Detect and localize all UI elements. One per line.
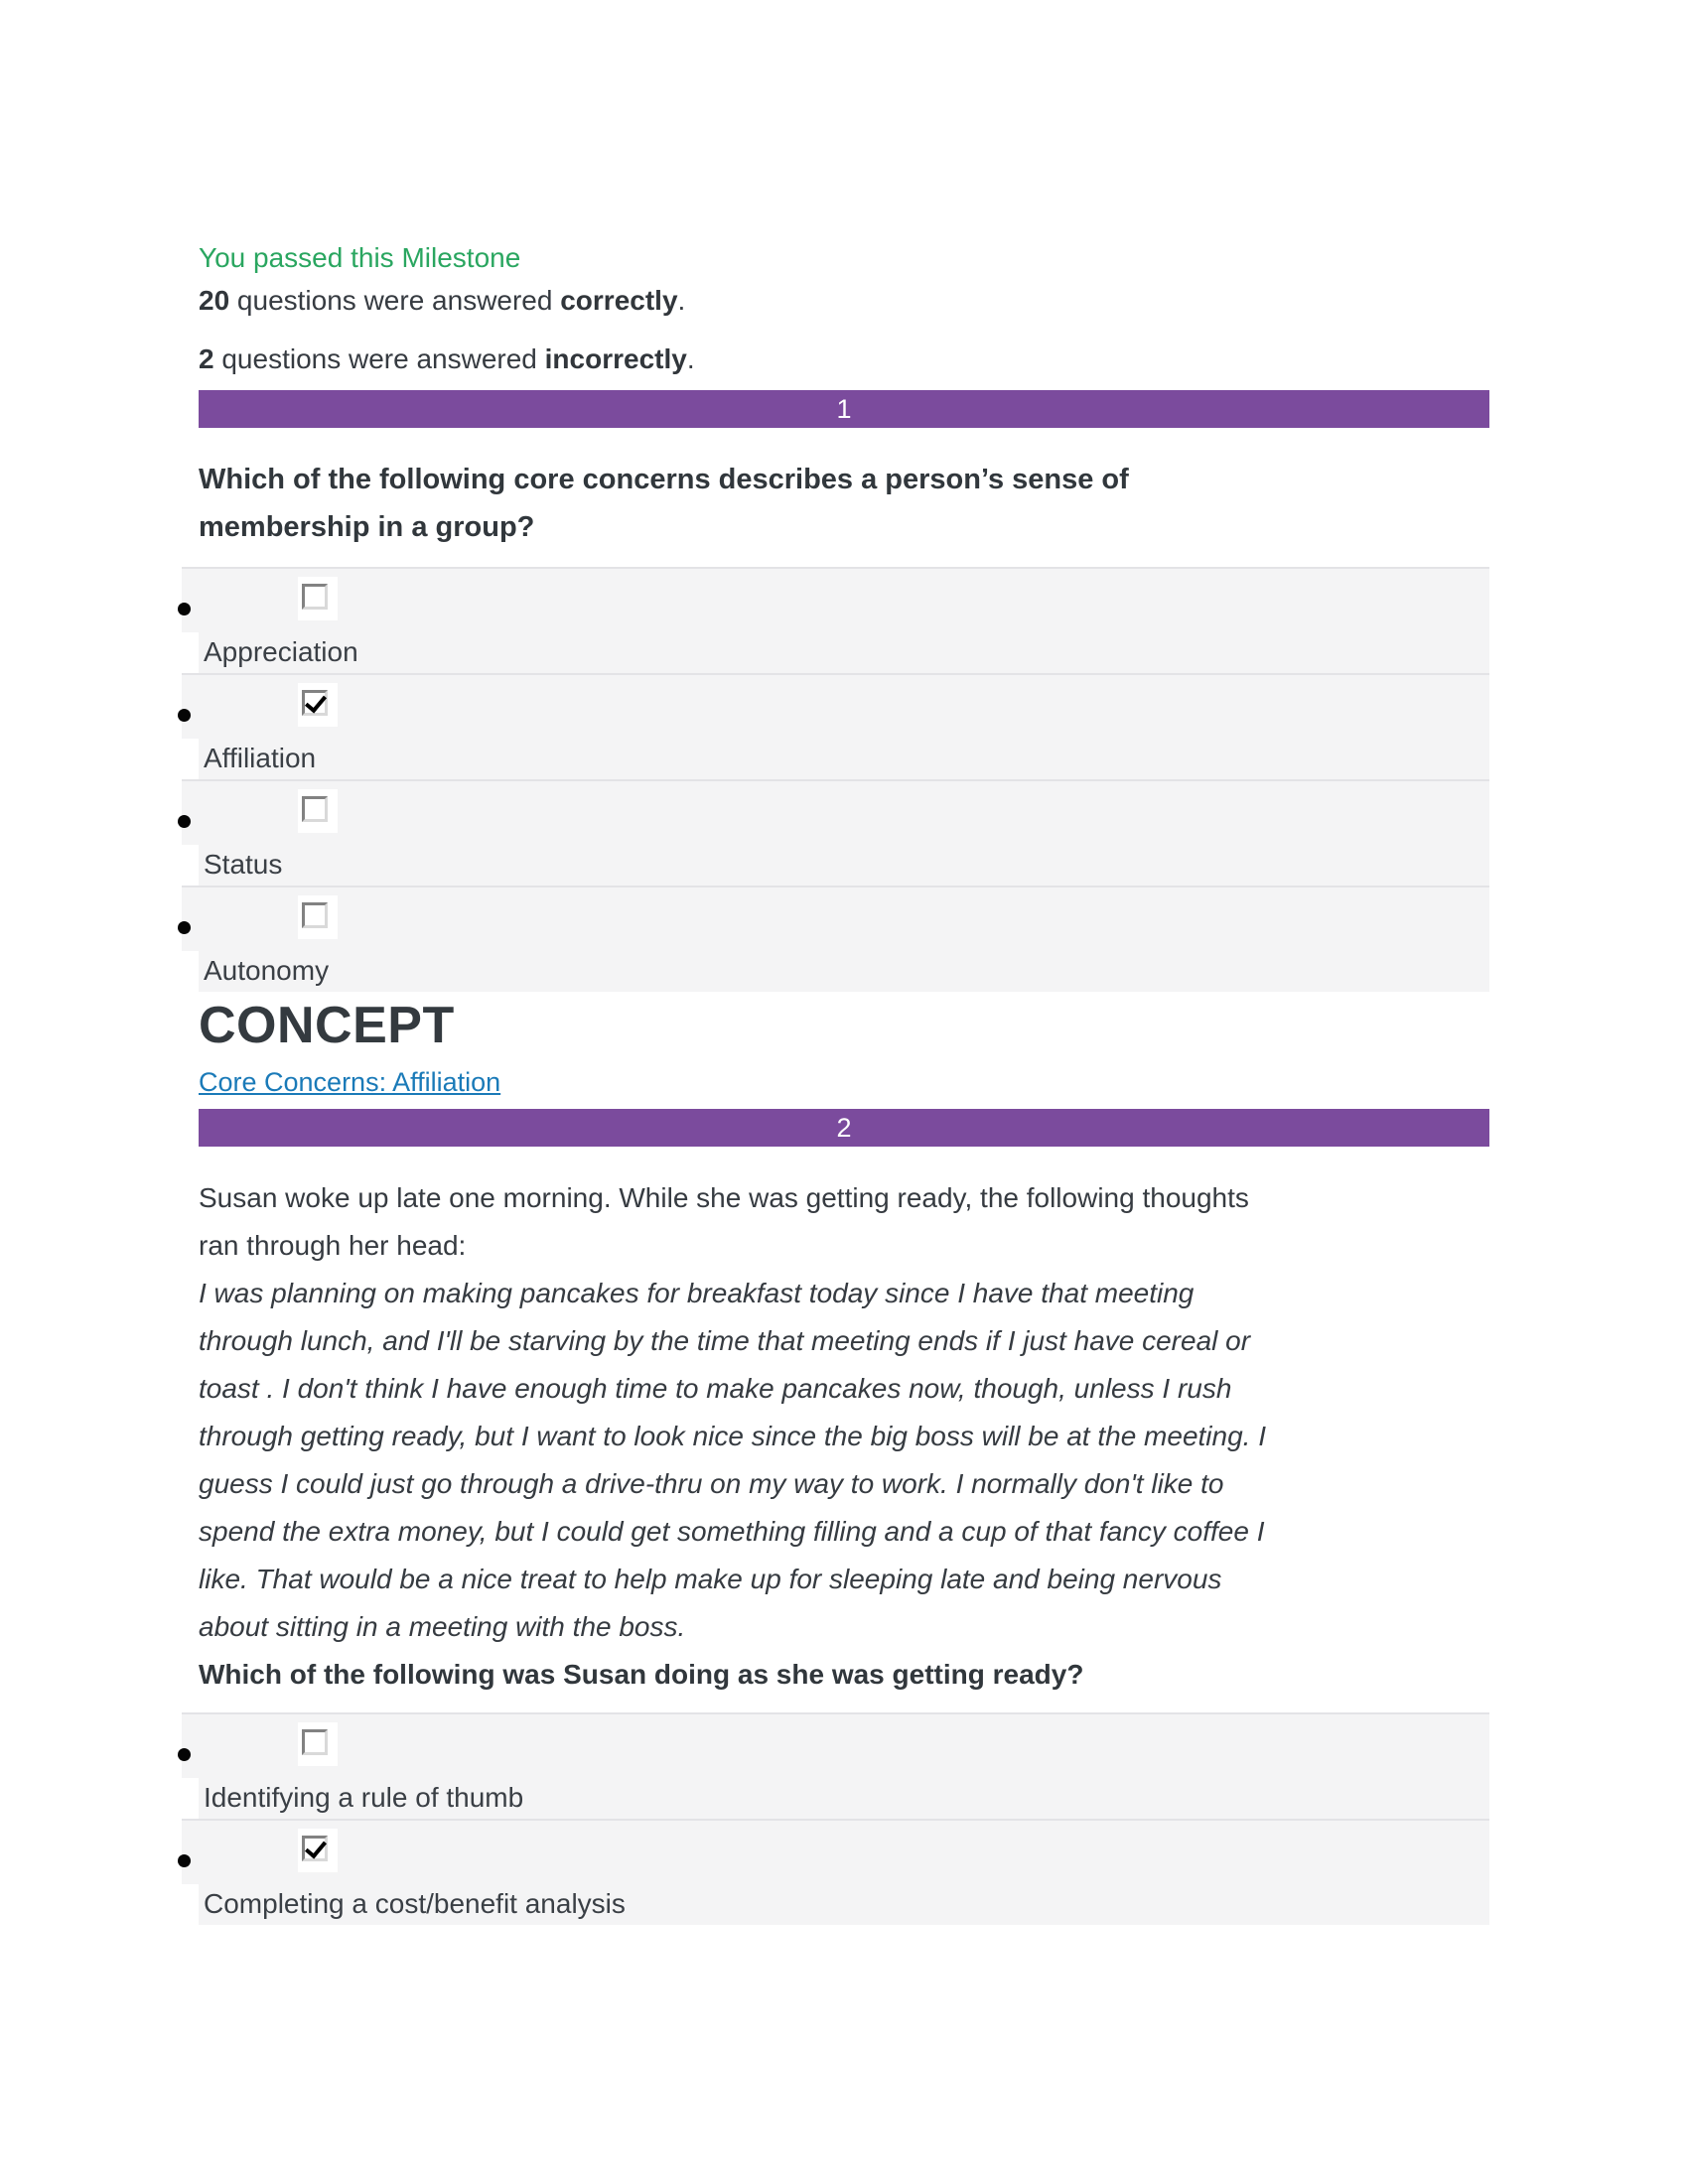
option-checkbox-row bbox=[182, 886, 1489, 951]
scenario-intro: Susan woke up late one morning. While she was getting ready, the following thoughts ran through her head: bbox=[199, 1181, 1249, 1261]
incorrect-count-line bbox=[199, 340, 1489, 378]
milestone-results-page bbox=[199, 0, 1489, 1925]
option-label: Identifying a rule of thumb bbox=[199, 1778, 1489, 1819]
question-1-prompt: Which of the following core concerns describes a person’s sense of membership in a group? bbox=[199, 463, 1129, 543]
answer-option-affiliation bbox=[182, 673, 1489, 779]
option-checkbox-row bbox=[182, 1712, 1489, 1778]
checkbox-checked-icon[interactable] bbox=[302, 1836, 328, 1861]
checkbox-icon[interactable] bbox=[302, 584, 328, 610]
checkbox-cell bbox=[298, 683, 338, 727]
question-2-section bbox=[199, 1109, 1489, 1925]
bullet-marker-icon bbox=[178, 921, 191, 934]
question-2-options-list bbox=[182, 1712, 1489, 1925]
option-checkbox-row bbox=[182, 673, 1489, 739]
incorrect-count: 2 bbox=[199, 343, 214, 375]
incorrect-text: questions were answered bbox=[213, 343, 545, 375]
option-checkbox-row bbox=[182, 779, 1489, 845]
checkbox-cell bbox=[298, 789, 338, 833]
checkbox-checked-icon[interactable] bbox=[302, 690, 328, 716]
concept-link[interactable]: Core Concerns: Affiliation bbox=[199, 1066, 501, 1097]
correct-text: questions were answered bbox=[229, 285, 561, 317]
question-1-number-banner: 1 bbox=[199, 390, 1489, 428]
checkbox-icon[interactable] bbox=[302, 902, 328, 928]
bullet-marker-icon bbox=[178, 603, 191, 615]
option-label: Completing a cost/benefit analysis bbox=[199, 1884, 1489, 1925]
answer-option-status bbox=[182, 779, 1489, 886]
answer-option-autonomy bbox=[182, 886, 1489, 992]
correct-count-line bbox=[199, 281, 1489, 320]
scenario-monologue: I was planning on making pancakes for breakfast today since I have that meeting through lunch, and I'll be starving by the time that meeting ends if I just have cereal or toast . I don't think I have enough time to make pancakes now, though, unless I rush through getting ready, but I want to look nice since the big boss will be at the meeting. I guess I could just go through a drive-thru on my way to work. I normally don't like to spend the extra money, but I could get something filling and a cup of that fancy coffee I like. That would be a nice treat to help make up for sleeping late and being nervous about sitting in a meeting with the boss. bbox=[199, 1277, 1267, 1642]
correct-emphasis: correctly bbox=[560, 285, 678, 317]
checkbox-icon[interactable] bbox=[302, 796, 328, 822]
concept-heading: CONCEPT bbox=[199, 996, 455, 1054]
answer-option-rule-of-thumb bbox=[182, 1712, 1489, 1819]
option-label: Appreciation bbox=[199, 632, 1489, 673]
answer-option-cost-benefit bbox=[182, 1819, 1489, 1925]
option-label: Affiliation bbox=[199, 739, 1489, 779]
checkbox-cell bbox=[298, 895, 338, 939]
option-label: Status bbox=[199, 845, 1489, 886]
pass-status-heading: You passed this Milestone bbox=[199, 242, 521, 273]
bullet-marker-icon bbox=[178, 1748, 191, 1761]
question-2-text bbox=[199, 1174, 1291, 1699]
bullet-marker-icon bbox=[178, 815, 191, 828]
option-checkbox-row bbox=[182, 567, 1489, 632]
option-checkbox-row bbox=[182, 1819, 1489, 1884]
incorrect-emphasis: incorrectly bbox=[544, 343, 687, 375]
option-label: Autonomy bbox=[199, 951, 1489, 992]
bullet-marker-icon bbox=[178, 709, 191, 722]
question-1-section bbox=[199, 390, 1489, 1104]
question-2-number-banner: 2 bbox=[199, 1109, 1489, 1147]
checkbox-cell bbox=[298, 577, 338, 620]
bullet-marker-icon bbox=[178, 1854, 191, 1867]
checkbox-cell bbox=[298, 1829, 338, 1872]
answer-option-appreciation bbox=[182, 567, 1489, 673]
correct-count: 20 bbox=[199, 285, 230, 317]
question-1-options-list bbox=[182, 567, 1489, 992]
question-2-prompt: Which of the following was Susan doing as she was getting ready? bbox=[199, 1658, 1084, 1690]
checkbox-cell bbox=[298, 1722, 338, 1766]
correct-suffix: . bbox=[677, 285, 686, 317]
checkbox-icon[interactable] bbox=[302, 1729, 328, 1755]
incorrect-suffix: . bbox=[686, 343, 695, 375]
